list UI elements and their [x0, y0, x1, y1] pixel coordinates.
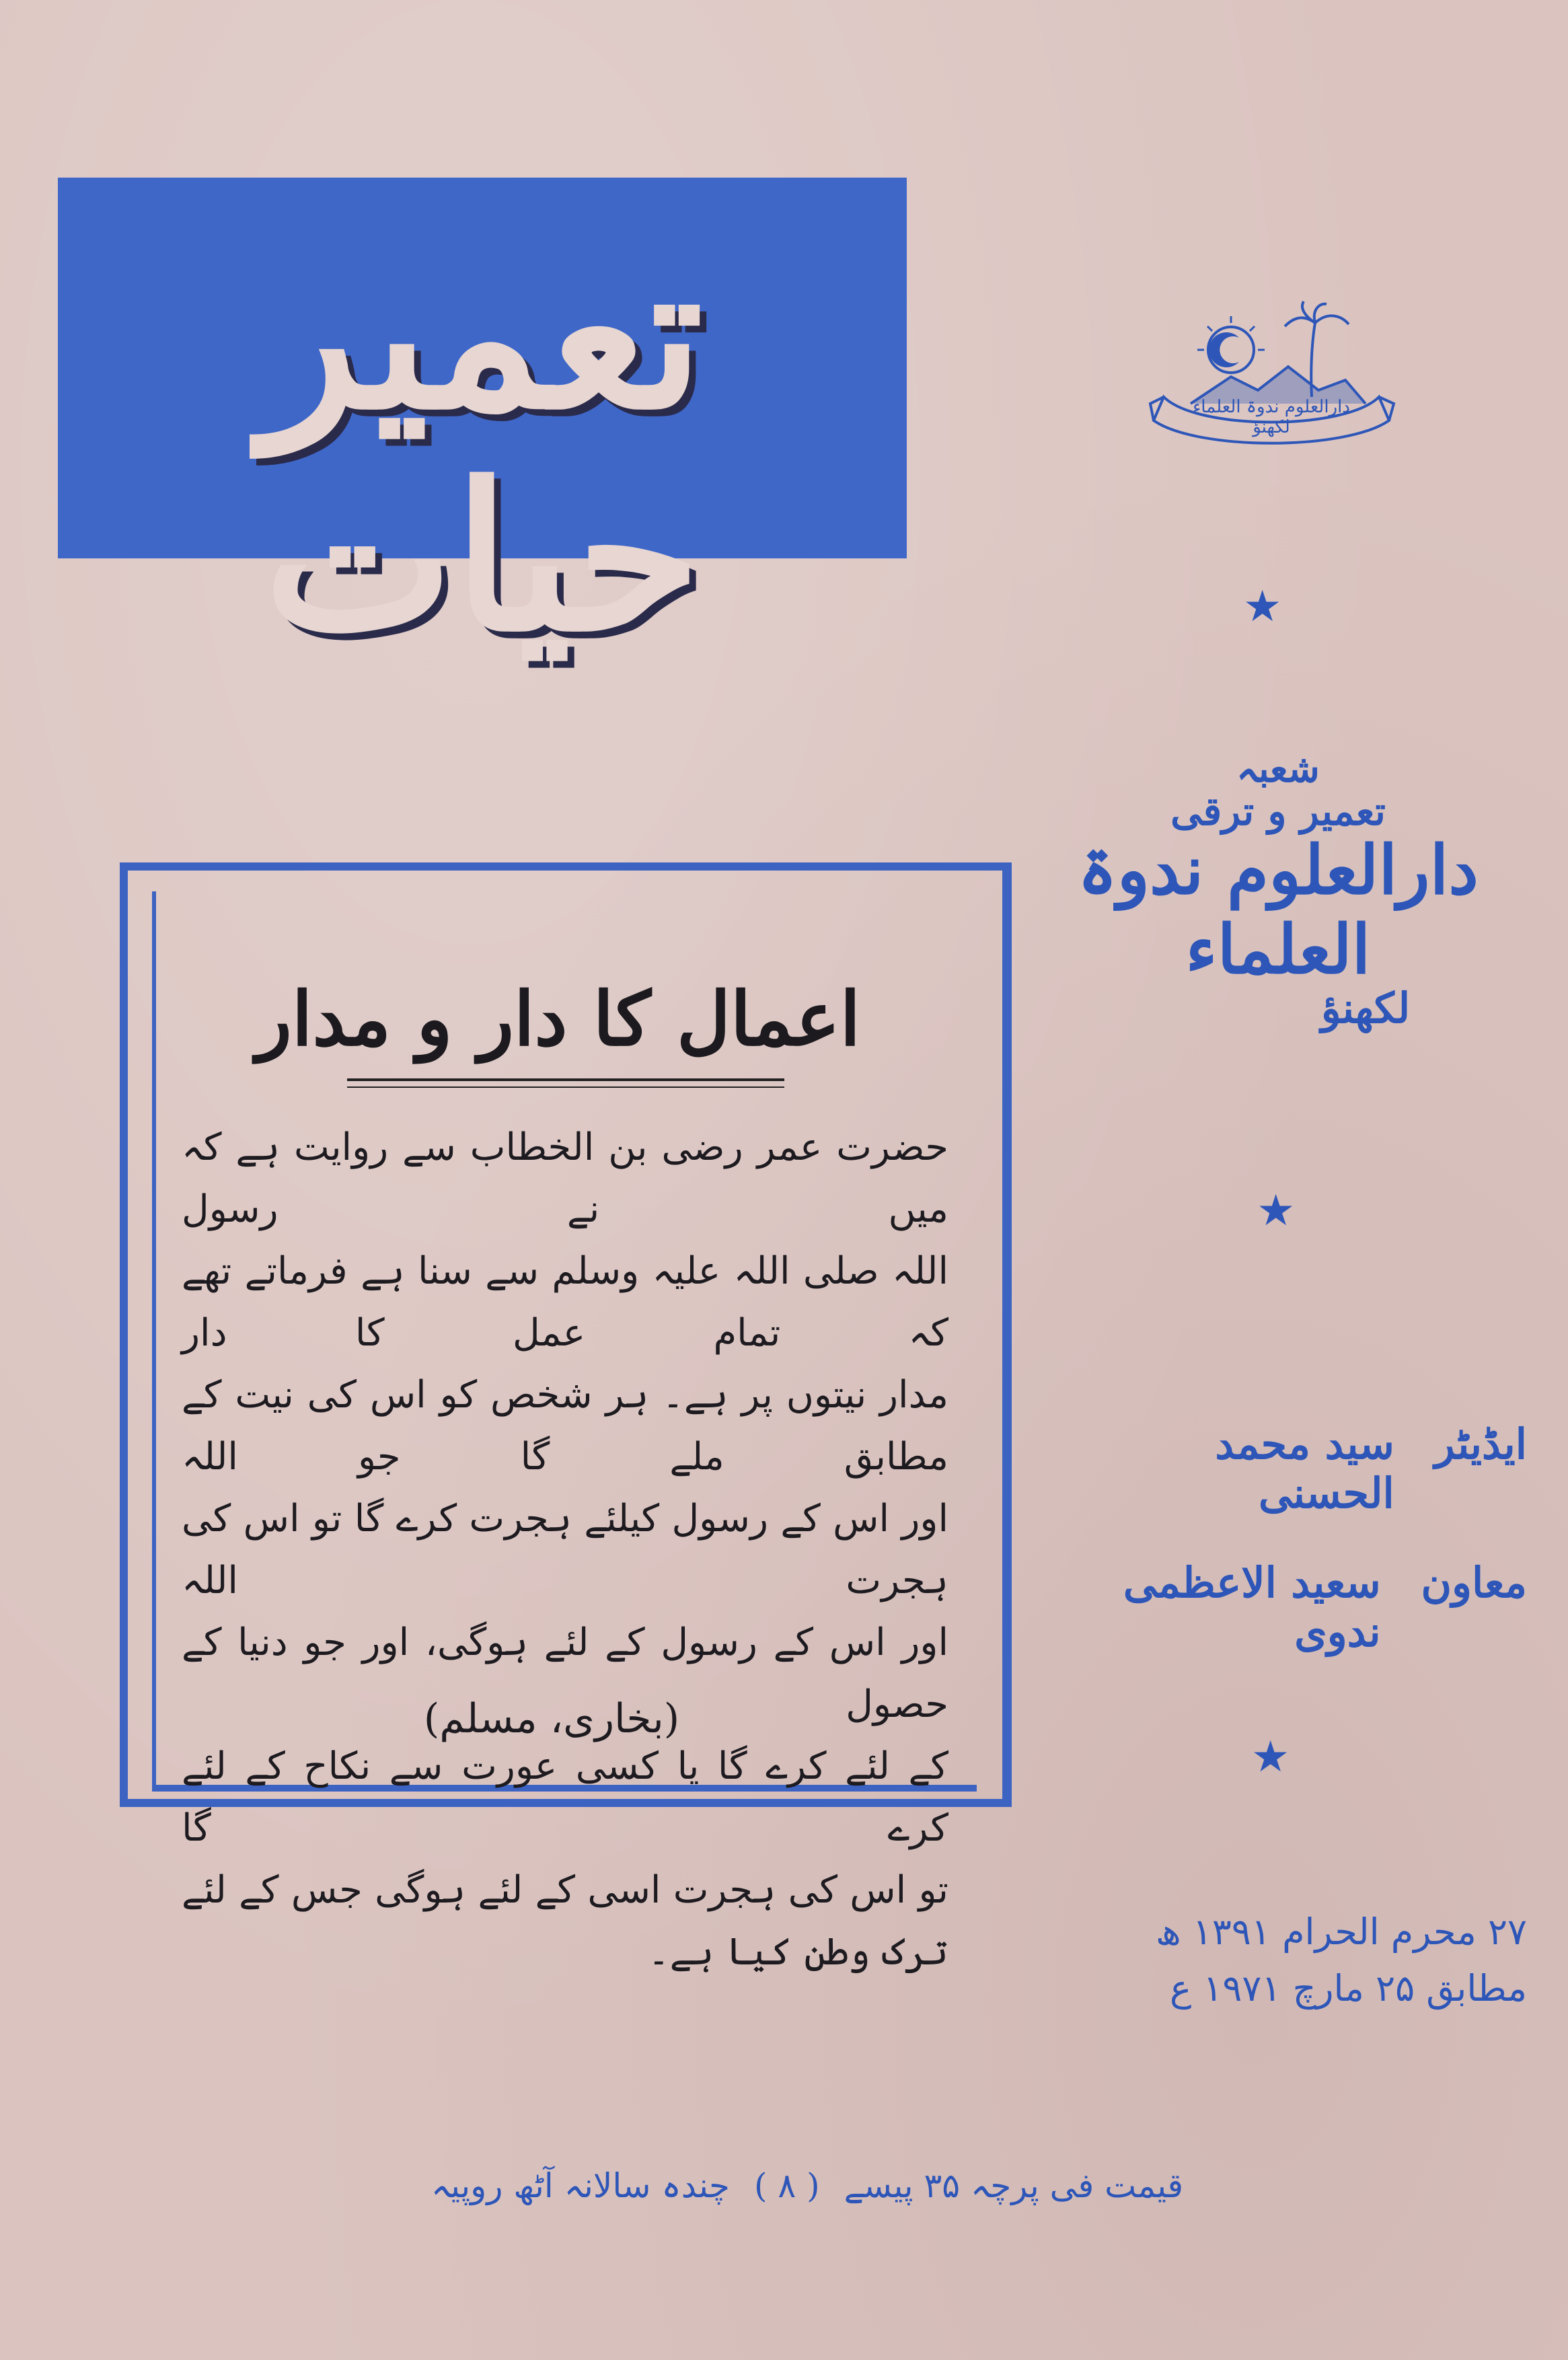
star-icon: ★ — [1251, 1732, 1290, 1782]
issue-dates — [1096, 1904, 1527, 2016]
article-line: حضرت عمر رضی بن الخطاب سے روایت ہے کہ میں نے رسول — [182, 1126, 948, 1231]
subscription-text: چندہ سالانہ آٹھ روپیہ — [431, 2166, 730, 2205]
emblem-banner-text: دارالعلوم ندوۃ العلماء لکھنؤ — [1193, 397, 1350, 437]
hadith-source: (بخاری، مسلم) — [423, 1695, 680, 1742]
price-symbol: ( ٨ ) — [753, 2166, 820, 2205]
gregorian-date: مطابق ۲۵ مارچ ۱۹۷۱ ع — [1170, 1966, 1527, 2009]
article-heading: اعمال کا دار و مدار — [256, 975, 861, 1062]
price-text: قیمت فی پرچہ ۳۵ پیسے — [844, 2166, 1184, 2205]
star-icon: ★ — [1243, 582, 1282, 632]
article-line: اور اس کے رسول کے لئے ہوگی، اور جو دنیا کے حصول — [182, 1621, 948, 1726]
heading-rule — [347, 1078, 784, 1081]
article-line: ترک وطن کیا ہے۔ — [647, 1930, 948, 1974]
article-body — [182, 1117, 948, 1983]
institution-name: دارالعلوم ندوۃ العلماء — [1078, 830, 1479, 989]
staff-row-editor — [1096, 1419, 1527, 1518]
emblem — [1144, 296, 1399, 457]
staff-name: سید محمد الحسنی — [1215, 1419, 1394, 1518]
article-line: کے لئے کرے گا یا کسی عورت سے نکاح کے لئے کرے گا — [182, 1744, 948, 1850]
article-line: مدار نیتوں پر ہے۔ ہر شخص کو اس کی نیت کے مطابق ملے گا جو اللہ — [182, 1373, 948, 1479]
article-line: تو اس کی ہجرت اسی کے لئے ہوگی جس کے لئے — [182, 1868, 948, 1912]
heading-rule-thin — [347, 1086, 784, 1088]
staff-role: معاون — [1421, 1558, 1527, 1607]
staff-list — [1096, 1419, 1527, 1697]
staff-role: ایڈیٹر — [1434, 1419, 1527, 1469]
price-footer — [323, 2166, 1292, 2205]
article-line: اور اس کے رسول کیلئے ہجرت کرے گا تو اس کی ہجرت اللہ — [182, 1497, 949, 1602]
magazine-title: تعمیر حیات — [261, 217, 704, 676]
department-label: شعبہ — [1236, 747, 1320, 791]
hijri-date: ۲۷ محرم الحرام ۱۳۹۱ ھ — [1156, 1911, 1527, 1953]
department-block — [1022, 747, 1534, 1033]
institution-city: لکھنؤ — [1320, 984, 1411, 1033]
masthead-banner — [58, 178, 907, 676]
article-line: اللہ صلی اللہ علیہ وسلم سے سنا ہے فرماتے تھے کہ تمام عمل کا دار — [182, 1249, 948, 1355]
star-icon: ★ — [1257, 1186, 1296, 1236]
department-name: تعمیر و ترقی — [1170, 788, 1386, 834]
staff-name: سعید الاعظمی ندوی — [1123, 1558, 1381, 1656]
staff-row-assistant — [1096, 1558, 1527, 1656]
